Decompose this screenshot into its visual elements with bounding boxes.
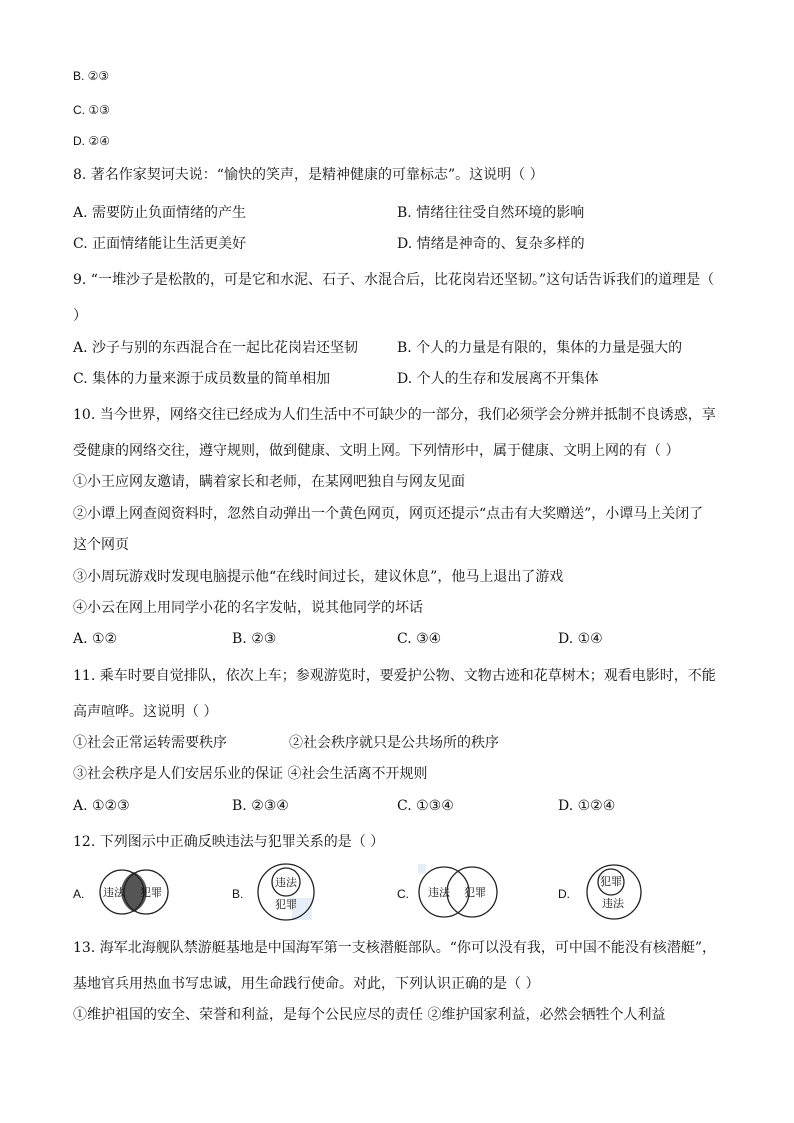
q11-stem-line2: 高声喧哗。这说明（ ）	[73, 704, 218, 720]
q12-diagram-c	[416, 862, 502, 922]
q12-option-c-label: C.	[397, 887, 409, 901]
q8-option-d: D. 情绪是神奇的、复杂多样的	[397, 236, 585, 252]
q9-stem-line1: 9. “一堆沙子是松散的，可是它和水泥、石子、水混合后，比花岗岩还坚韧。”这句话告诉我们的道理是（	[73, 272, 715, 288]
q12-b-weifa: 违法	[275, 876, 297, 889]
q12-a-fanzui: 犯罪	[140, 886, 162, 899]
q11-stem-line1: 11. 乘车时要自觉排队，依次上车；参观游览时，要爱护公物、文物古迹和花草树木；观看电影时，不能	[73, 668, 716, 684]
q11-item-1: ①社会正常运转需要秩序	[73, 735, 227, 751]
q12-option-d-label: D.	[558, 887, 570, 901]
q12-b-outer-circle	[258, 864, 314, 920]
q12-b-fanzui: 犯罪	[275, 898, 297, 911]
q9-stem-line2: ）	[73, 308, 87, 324]
q10-item-4: ④小云在网上用同学小花的名字发帖，说其他同学的坏话	[73, 600, 423, 616]
q10-option-c: C. ③④	[397, 631, 442, 647]
q13-items-1-2: ①维护祖国的安全、荣誉和利益，是每个公民应尽的责任 ②维护国家利益，必然会牺牲个人利益	[73, 1007, 666, 1023]
q10-item-1: ①小王应网友邀请，瞒着家长和老师，在某网吧独自与网友见面	[73, 474, 465, 490]
q7-option-c: C. ①③	[73, 103, 110, 117]
q10-stem-line1: 10. 当今世界，网络交往已经成为人们生活中不可缺少的一部分，我们必须学会分辨并抵制不良诱惑，享	[73, 407, 716, 423]
q11-option-d: D. ①②④	[558, 798, 616, 814]
q12-diagram-d	[584, 862, 644, 922]
q12-c-weifa: 违法	[428, 886, 450, 899]
q12-diagram-b	[256, 860, 320, 924]
q12-option-b-label: B.	[232, 887, 244, 901]
q10-item-3: ③小周玩游戏时发现电脑提示他“在线时间过长，建议休息”，他马上退出了游戏	[73, 569, 564, 585]
q12-option-a-label: A.	[73, 887, 85, 901]
q11-item-2: ②社会秩序就只是公共场所的秩序	[289, 735, 499, 751]
q7-option-b: B. ②③	[73, 69, 110, 83]
q9-option-c: C. 集体的力量来源于成员数量的简单相加	[73, 371, 331, 387]
q11-option-a: A. ①②③	[73, 798, 130, 814]
q10-option-b: B. ②③	[232, 631, 277, 647]
q9-option-b: B. 个人的力量是有限的，集体的力量是强大的	[397, 340, 683, 356]
q7-option-d: D. ②④	[73, 134, 110, 148]
q9-option-d: D. 个人的生存和发展离不开集体	[397, 371, 599, 387]
q11-option-b: B. ②③④	[232, 798, 289, 814]
q10-option-d: D. ①④	[558, 631, 603, 647]
q9-option-a: A. 沙子与别的东西混合在一起比花岗岩还坚韧	[73, 340, 359, 356]
q11-option-c: C. ①③④	[397, 798, 454, 814]
q10-item-2-line1: ②小谭上网查阅资料时，忽然自动弹出一个黄色网页，网页还提示“点击有大奖赠送”，小谭马上关闭了	[73, 506, 704, 522]
q12-d-outer-circle	[587, 865, 641, 919]
q12-diagram-a	[94, 864, 174, 920]
q10-item-2-line2: 这个网页	[73, 537, 129, 553]
q12-d-fanzui: 犯罪	[600, 875, 622, 888]
q8-stem: 8. 著名作家契诃夫说：“愉快的笑声，是精神健康的可靠标志”。这说明（ ）	[73, 167, 544, 183]
q8-option-c: C. 正面情绪能让生活更美好	[73, 236, 247, 252]
q12-stem: 12. 下列图示中正确反映违法与犯罪关系的是（ ）	[73, 834, 385, 850]
q8-option-a: A. 需要防止负面情绪的产生	[73, 205, 247, 221]
q12-d-weifa: 违法	[602, 897, 624, 910]
q13-stem-line2: 基地官兵用热血书写忠诚，用生命践行使命。对此，下列认识正确的是（ ）	[73, 976, 540, 992]
q8-option-b: B. 情绪往往受自然环境的影响	[397, 205, 585, 221]
q11-item-3-4: ③社会秩序是人们安居乐业的保证 ④社会生活离不开规则	[73, 766, 428, 782]
q12-c-fanzui: 犯罪	[464, 886, 486, 899]
q13-stem-line1: 13. 海军北海舰队禁游艇基地是中国海军第一支核潜艇部队。“你可以没有我，可中国不能没有核潜艇”，	[73, 940, 717, 956]
q12-a-weifa: 违法	[103, 886, 125, 899]
q10-stem-line2: 受健康的网络交往，遵守规则，做到健康、文明上网。下列情形中，属于健康、文明上网的有（ ）	[73, 443, 680, 459]
q12-c-watermark	[418, 864, 426, 874]
q10-option-a: A. ①②	[73, 631, 118, 647]
